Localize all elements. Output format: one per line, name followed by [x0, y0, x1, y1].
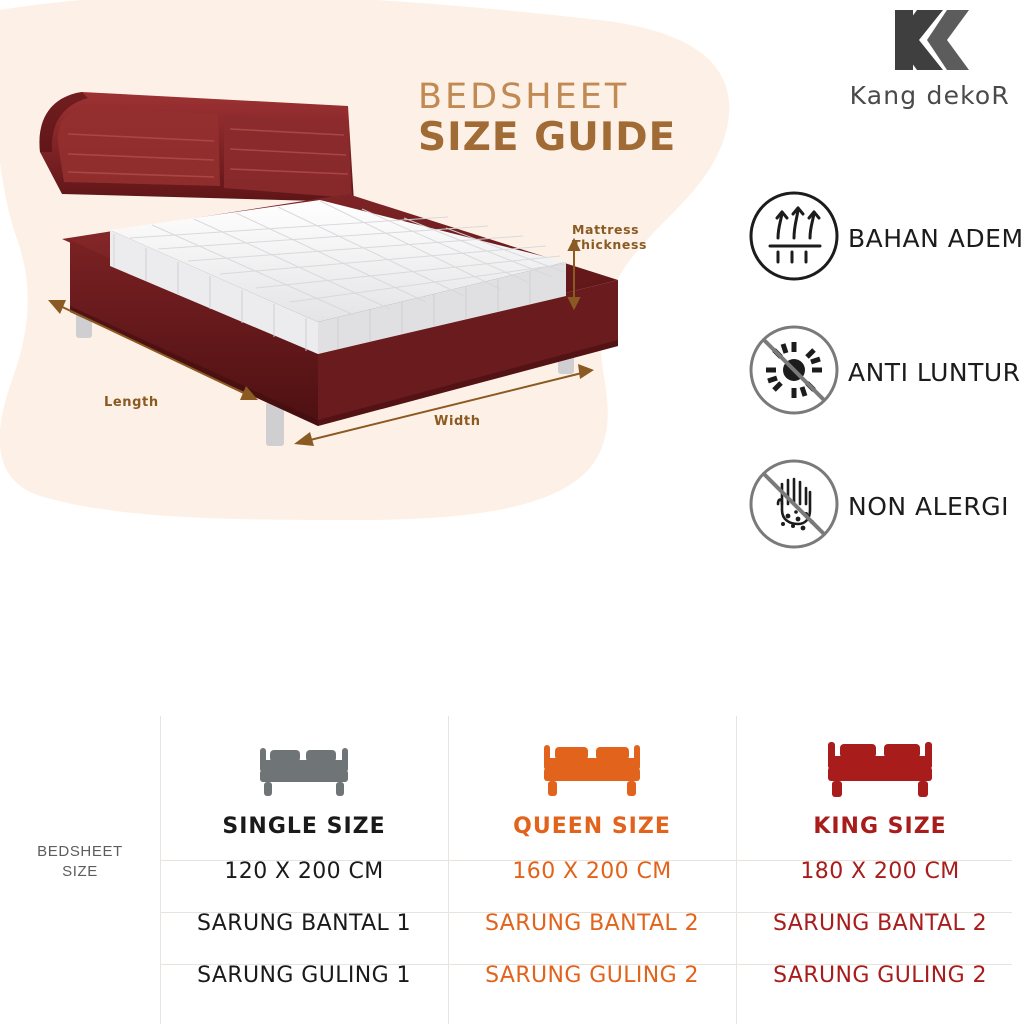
table-header-title: KING SIZE — [813, 814, 947, 839]
feature-label: NON ALERGI — [848, 491, 1009, 521]
table-column-king — [736, 700, 1024, 1024]
non-allergy-hand-icon — [748, 458, 842, 555]
bed-icon-single — [258, 744, 350, 800]
anti-fade-sun-icon — [748, 324, 842, 421]
table-header-single — [160, 700, 448, 845]
table-cell-value: 180 X 200 CM — [800, 858, 960, 884]
table-row-label — [0, 700, 160, 1024]
bed-icon-king — [826, 740, 934, 800]
table-header-queen — [448, 700, 736, 845]
feature-item — [748, 190, 1024, 286]
table-header-title: QUEEN SIZE — [513, 814, 671, 839]
brand-name: Kang dekoR — [849, 81, 1010, 110]
table-cell-value: SARUNG BANTAL 2 — [485, 910, 699, 936]
label-length: Length — [104, 395, 159, 410]
page-title — [418, 78, 676, 160]
feature-label: ANTI LUNTUR — [848, 357, 1021, 387]
table-row-label-line2: SIZE — [62, 863, 98, 880]
feature-label: BAHAN ADEM — [848, 223, 1024, 253]
table-cell-value: 120 X 200 CM — [224, 858, 384, 884]
table-header-king — [736, 700, 1024, 845]
page-title-line1: BEDSHEET — [418, 77, 630, 117]
feature-item — [748, 458, 1024, 554]
brand-logo — [850, 8, 1010, 110]
page-title-line2: SIZE GUIDE — [418, 115, 677, 160]
label-mattress-thickness — [572, 222, 647, 252]
feature-item — [748, 324, 1024, 420]
table-column-queen — [448, 700, 736, 1024]
size-table — [0, 700, 1024, 1024]
table-cell-value: SARUNG GULING 2 — [485, 962, 699, 988]
breathable-airflow-icon — [748, 190, 842, 287]
table-cell-value: SARUNG GULING 2 — [773, 962, 987, 988]
table-cell-value: SARUNG BANTAL 2 — [773, 910, 987, 936]
table-cell-value: 160 X 200 CM — [512, 858, 672, 884]
label-mattress-thickness-line2: Thickness — [572, 237, 648, 252]
kang-dekor-mark-icon — [851, 8, 1009, 74]
feature-list — [748, 190, 1024, 592]
table-cell-value: SARUNG BANTAL 1 — [197, 910, 411, 936]
label-mattress-thickness-line1: Mattress — [572, 222, 640, 237]
table-column-single — [160, 700, 448, 1024]
table-row-label-line1: BEDSHEET — [37, 843, 123, 860]
table-header-title: SINGLE SIZE — [222, 814, 386, 839]
bed-icon-queen — [542, 742, 642, 800]
table-cell-value: SARUNG GULING 1 — [197, 962, 411, 988]
label-width: Width — [434, 414, 481, 429]
